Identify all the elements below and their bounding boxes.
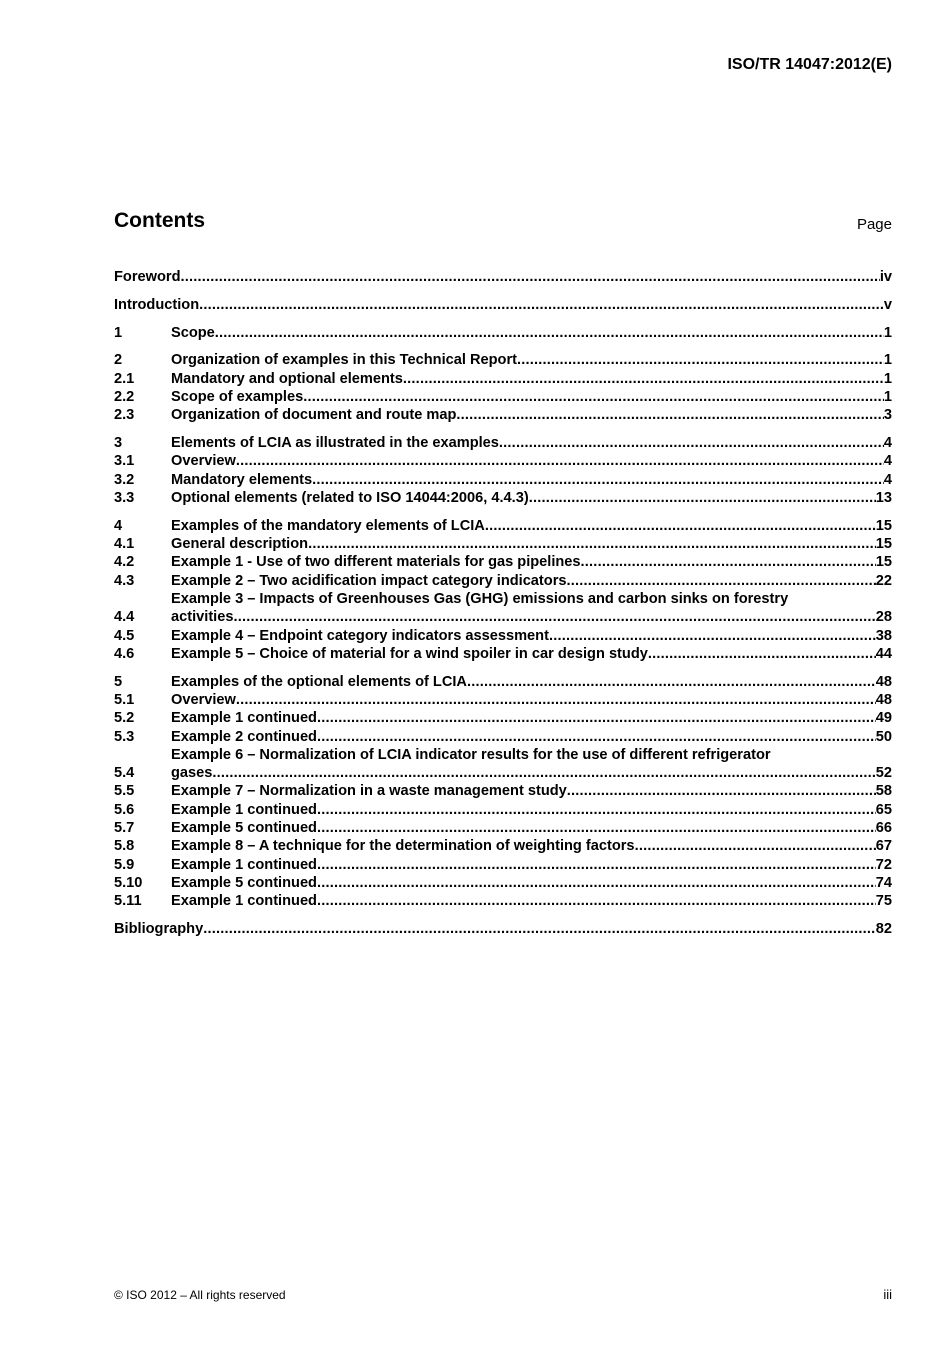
page-number: iii: [883, 1287, 892, 1302]
toc-entry-page: 75: [875, 893, 892, 910]
toc-entry-page: 52: [875, 765, 892, 782]
contents-heading: Contents: [114, 209, 205, 232]
toc-entry-page: 1: [883, 388, 892, 405]
toc-entry-number: 5.1: [114, 691, 135, 708]
toc-entry-title: Organization of examples in this Technical Report: [171, 352, 517, 369]
toc-entry-number: 3.1: [114, 453, 135, 470]
toc-entry[interactable]: [114, 268, 892, 286]
toc-entry-page: 15: [875, 536, 892, 553]
toc-entry-number: 5.10: [114, 874, 143, 891]
toc-entry-title: Example 1 continued: [171, 893, 317, 910]
toc-entry-title: Example 1 - Use of two different materials for gas pipelines: [171, 554, 581, 571]
toc-entry-number: 3.2: [114, 471, 135, 488]
toc-entry-title: Example 5 continued: [171, 874, 317, 891]
dot-leader: [215, 324, 884, 342]
dot-leader: [212, 764, 875, 782]
toc-entry-page: 65: [875, 801, 892, 818]
toc-entry[interactable]: [114, 691, 892, 709]
toc-entry[interactable]: [114, 801, 892, 819]
toc-entry[interactable]: [114, 819, 892, 837]
toc-entry-number: 5.5: [114, 783, 135, 800]
toc-entry-title: Example 5 – Choice of material for a wind spoiler in car design study: [171, 645, 648, 662]
toc-entry-page: v: [883, 296, 892, 313]
toc-entry-number: 4.1: [114, 536, 135, 553]
toc-entry-number: 4: [114, 517, 123, 534]
toc-entry-number: 3: [114, 435, 123, 452]
copyright-notice: © ISO 2012 – All rights reserved: [114, 1288, 286, 1302]
toc-entry-page: 67: [875, 838, 892, 855]
dot-leader: [567, 782, 876, 800]
toc-entry-title: activities: [171, 609, 234, 626]
toc-entry-number: 2: [114, 352, 123, 369]
toc-entry-page: 22: [875, 572, 892, 589]
toc-entry-number: 5.4: [114, 765, 135, 782]
dot-leader: [549, 627, 876, 645]
dot-leader: [317, 819, 876, 837]
toc-entry-title: Elements of LCIA as illustrated in the examples: [171, 435, 499, 452]
toc-entry-number: 4.3: [114, 572, 135, 589]
toc-entry[interactable]: [114, 627, 892, 645]
toc-entry-number: 4.5: [114, 627, 135, 644]
toc-entry-number: 2.2: [114, 388, 135, 405]
toc-entry-title: Example 2 continued: [171, 728, 317, 745]
toc-entry-number: 5.6: [114, 801, 135, 818]
toc-entry-title: Example 5 continued: [171, 820, 317, 837]
toc-entry-page: 49: [875, 710, 892, 727]
dot-leader: [456, 406, 883, 424]
toc-entry[interactable]: [114, 370, 892, 388]
toc-entry-number: 5.11: [114, 893, 142, 910]
dot-leader: [317, 856, 876, 874]
toc-entry-page: 48: [875, 691, 892, 708]
toc-entry-number: 2.3: [114, 407, 135, 424]
dot-leader: [499, 434, 884, 452]
toc-entry-title: Optional elements (related to ISO 14044:2006, 4.4.3): [171, 489, 529, 506]
toc-entry[interactable]: [114, 452, 892, 470]
toc-entry-title: Example 2 – Two acidification impact category indicators: [171, 572, 567, 589]
toc-entry-page: 4: [883, 435, 892, 452]
toc-entry[interactable]: [114, 874, 892, 892]
toc-entry-page: 44: [875, 645, 892, 662]
dot-leader: [233, 608, 875, 626]
toc-entry[interactable]: [114, 782, 892, 800]
toc-entry[interactable]: [114, 535, 892, 553]
table-of-contents: [114, 268, 892, 938]
toc-entry-title: Examples of the mandatory elements of LCIA: [171, 517, 485, 534]
toc-entry-number: 5.2: [114, 710, 135, 727]
toc-entry[interactable]: [114, 553, 892, 571]
dot-leader: [180, 268, 879, 286]
toc-entry-page: 3: [883, 407, 892, 424]
toc-entry-title: Scope: [171, 324, 215, 341]
dot-leader: [485, 517, 876, 535]
toc-entry[interactable]: [114, 517, 892, 535]
toc-entry-title: Overview: [171, 453, 236, 470]
toc-entry-title: Example 4 – Endpoint category indicators assessment: [171, 627, 549, 644]
toc-entry-page: 50: [875, 728, 892, 745]
toc-entry-page: 74: [875, 874, 892, 891]
toc-entry[interactable]: [114, 728, 892, 746]
toc-entry-number: 1: [114, 324, 123, 341]
dot-leader: [199, 296, 884, 314]
dot-leader: [308, 535, 876, 553]
dot-leader: [303, 388, 884, 406]
dot-leader: [567, 572, 876, 590]
dot-leader: [317, 709, 876, 727]
toc-entry-page: 1: [883, 370, 892, 387]
toc-entry-page: 38: [875, 627, 892, 644]
toc-entry[interactable]: [114, 406, 892, 424]
dot-leader: [203, 920, 876, 938]
toc-entry-title: Example 6 – Normalization of LCIA indicator results for the use of different refrigerator: [171, 746, 771, 763]
toc-entry-title: Example 3 – Impacts of Greenhouses Gas (GHG) emissions and carbon sinks on forestry: [171, 590, 789, 607]
toc-entry-title: Example 1 continued: [171, 710, 317, 727]
toc-entry-number: 5.3: [114, 728, 135, 745]
toc-entry-number: 5.9: [114, 856, 135, 873]
toc-entry-title: Overview: [171, 691, 236, 708]
toc-entry-number: 4.6: [114, 645, 135, 662]
toc-entry-title: Mandatory and optional elements: [171, 370, 403, 387]
dot-leader: [317, 892, 876, 910]
toc-entry-number: 3.3: [114, 489, 135, 506]
toc-entry-title: Bibliography: [114, 921, 204, 937]
toc-entry-page: 72: [875, 856, 892, 873]
toc-entry-page: 28: [875, 609, 892, 626]
dot-leader: [317, 728, 876, 746]
toc-entry[interactable]: [114, 572, 892, 590]
toc-entry[interactable]: [114, 324, 892, 342]
toc-entry-title: Examples of the optional elements of LCIA: [171, 673, 467, 690]
toc-entry-page: 66: [875, 820, 892, 837]
toc-entry[interactable]: [114, 837, 892, 855]
dot-leader: [312, 471, 884, 489]
toc-entry[interactable]: [114, 920, 892, 938]
toc-entry[interactable]: [114, 471, 892, 489]
toc-entry[interactable]: [114, 856, 892, 874]
toc-entry-number: 4.2: [114, 554, 135, 571]
toc-entry-page: 4: [883, 471, 892, 488]
toc-entry-title: gases: [171, 765, 213, 782]
dot-leader: [317, 874, 876, 892]
dot-leader: [517, 351, 884, 369]
toc-entry-title: Organization of document and route map: [171, 407, 457, 424]
toc-entry-number: 4.4: [114, 609, 135, 626]
toc-entry-title: Scope of examples: [171, 388, 304, 405]
toc-entry-page: 1: [883, 352, 892, 369]
toc-entry-page: 15: [875, 517, 892, 534]
toc-entry-title: Example 7 – Normalization in a waste management study: [171, 783, 567, 800]
document-id: ISO/TR 14047:2012(E): [727, 56, 892, 73]
toc-entry[interactable]: [114, 388, 892, 406]
toc-entry-title: Example 1 continued: [171, 801, 317, 818]
toc-entry-title: Mandatory elements: [171, 471, 313, 488]
toc-entry-page: 15: [875, 554, 892, 571]
toc-entry-page: 48: [875, 673, 892, 690]
toc-entry[interactable]: [114, 746, 892, 783]
toc-entry-title: Example 1 continued: [171, 856, 317, 873]
toc-entry[interactable]: [114, 892, 892, 910]
dot-leader: [403, 370, 884, 388]
toc-entry[interactable]: [114, 296, 892, 314]
dot-leader: [648, 645, 876, 663]
toc-entry-title: General description: [171, 536, 309, 553]
dot-leader: [581, 553, 876, 571]
toc-entry[interactable]: [114, 590, 892, 627]
toc-entry-page: iv: [879, 269, 892, 285]
dot-leader: [635, 837, 876, 855]
dot-leader: [236, 452, 884, 470]
toc-entry[interactable]: [114, 673, 892, 691]
toc-entry[interactable]: [114, 434, 892, 452]
toc-entry-number: 5.8: [114, 838, 135, 855]
toc-entry-title: Example 8 – A technique for the determination of weighting factors: [171, 838, 635, 855]
page-column-label: Page: [856, 216, 892, 233]
toc-entry-number: 5.7: [114, 820, 135, 837]
toc-entry-page: 1: [883, 324, 892, 341]
dot-leader: [236, 691, 876, 709]
toc-entry[interactable]: [114, 489, 892, 507]
dot-leader: [467, 673, 876, 691]
toc-entry[interactable]: [114, 709, 892, 727]
toc-entry-title: Foreword: [114, 269, 181, 285]
toc-entry-page: 4: [883, 453, 892, 470]
dot-leader: [317, 801, 876, 819]
toc-entry-number: 5: [114, 673, 123, 690]
toc-entry-page: 13: [875, 489, 892, 506]
toc-entry-title: Introduction: [114, 296, 200, 313]
dot-leader: [529, 489, 876, 507]
toc-entry-page: 82: [875, 921, 892, 937]
toc-entry[interactable]: [114, 645, 892, 663]
toc-entry[interactable]: [114, 351, 892, 369]
toc-entry-page: 58: [875, 783, 892, 800]
toc-entry-number: 2.1: [114, 370, 135, 387]
